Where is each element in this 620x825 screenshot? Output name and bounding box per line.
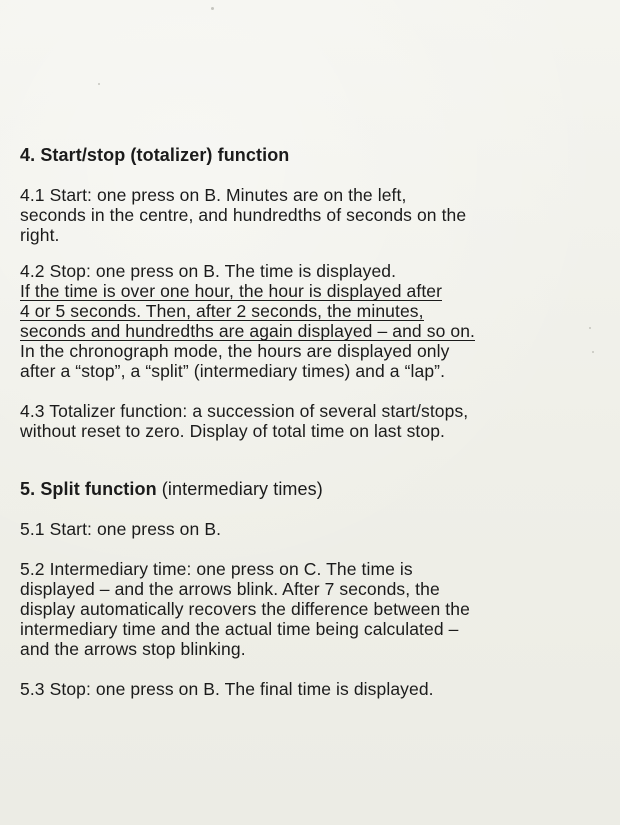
paragraph-5-3 xyxy=(20,679,600,699)
paper-speck xyxy=(211,7,214,10)
underlined-text: seconds and hundredths are again displayed – and so on. xyxy=(20,321,475,341)
paragraph-4-2 xyxy=(20,261,600,381)
paper-speck xyxy=(98,83,100,85)
underlined-line xyxy=(20,301,600,321)
paragraph-line: 5.1 Start: one press on B. xyxy=(20,519,222,539)
paragraph-line: 4.2 Stop: one press on B. The time is displayed. xyxy=(20,261,397,281)
section-4-heading xyxy=(20,143,600,167)
paragraph-4-1 xyxy=(20,185,600,245)
section-5-heading-bold: 5. Split function xyxy=(20,479,157,499)
section-4-heading-text: 4. Start/stop (totalizer) function xyxy=(20,145,290,165)
paragraph-line: 4.3 Totalizer function: a succession of several start/stops, xyxy=(20,401,469,421)
paragraph-line: 4.1 Start: one press on B. Minutes are on the left, xyxy=(20,185,407,205)
paragraph-line: In the chronograph mode, the hours are displayed only xyxy=(20,341,450,361)
underlined-text: 4 or 5 seconds. Then, after 2 seconds, the minutes, xyxy=(20,301,424,321)
paragraph-line: 5.2 Intermediary time: one press on C. The time is xyxy=(20,559,413,579)
paragraph-line: and the arrows stop blinking. xyxy=(20,639,246,659)
underlined-text: If the time is over one hour, the hour is displayed after xyxy=(20,281,443,301)
paragraph-line: seconds in the centre, and hundredths of seconds on the xyxy=(20,205,467,225)
section-5-heading-rest: (intermediary times) xyxy=(156,479,323,499)
section-5-heading xyxy=(20,477,600,501)
paragraph-line: 5.3 Stop: one press on B. The final time is displayed. xyxy=(20,679,434,699)
paragraph-line: display automatically recovers the difference between the xyxy=(20,599,470,619)
paragraph-5-1 xyxy=(20,519,600,539)
underlined-line xyxy=(20,321,600,341)
paragraph-5-2 xyxy=(20,559,600,659)
paragraph-line: right. xyxy=(20,225,60,245)
underlined-line xyxy=(20,281,600,301)
paragraph-line: after a “stop”, a “split” (intermediary times) and a “lap”. xyxy=(20,361,446,381)
paragraph-line: intermediary time and the actual time being calculated – xyxy=(20,619,459,639)
paragraph-line: without reset to zero. Display of total time on last stop. xyxy=(20,421,446,441)
paragraph-4-3 xyxy=(20,401,600,441)
paragraph-line: displayed – and the arrows blink. After 7 seconds, the xyxy=(20,579,440,599)
document-content xyxy=(20,143,600,699)
